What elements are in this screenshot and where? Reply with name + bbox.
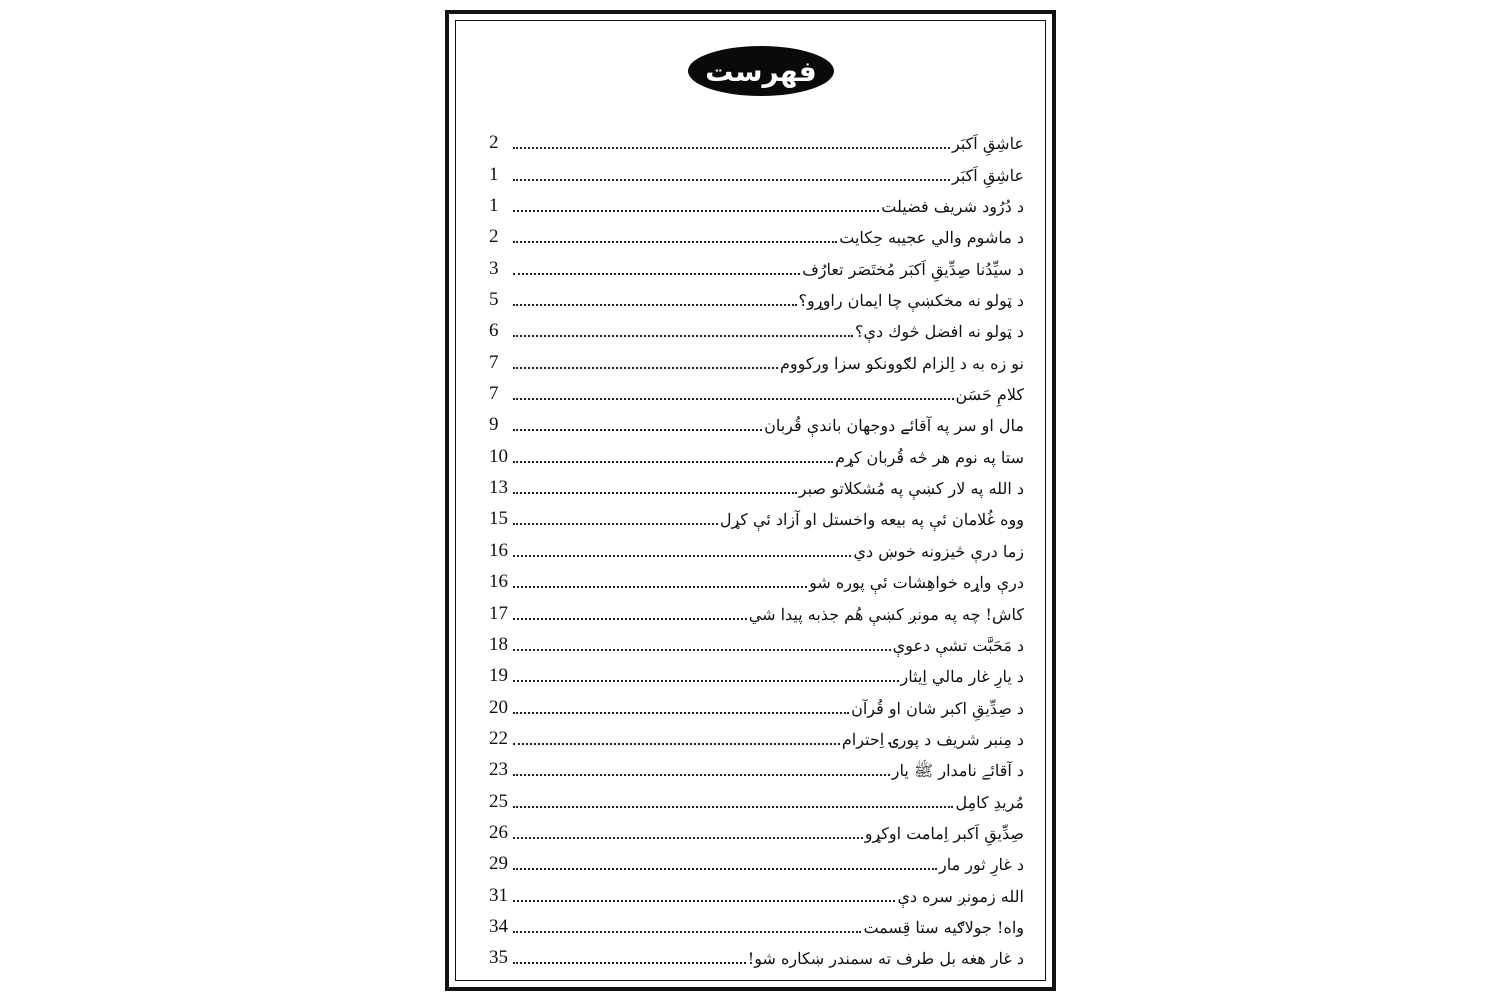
toc-entry[interactable]: [489, 908, 1024, 939]
toc-entry[interactable]: [489, 657, 1024, 688]
toc-entry[interactable]: [489, 249, 1024, 280]
toc-entry-title: د ټولو نه افضل څوك دې؟: [854, 322, 1024, 342]
table-of-contents: [489, 124, 1024, 970]
dot-leader: [513, 179, 950, 181]
toc-entry[interactable]: [489, 626, 1024, 657]
toc-entry[interactable]: [489, 814, 1024, 845]
toc-entry-title: د غارِ ثور مار: [939, 855, 1024, 875]
toc-entry-page-number: 16: [489, 571, 508, 593]
toc-entry-page-number: 23: [489, 759, 508, 781]
toc-entry[interactable]: [489, 751, 1024, 782]
toc-entry-page-number: 16: [489, 539, 508, 561]
dot-leader: [513, 273, 800, 275]
toc-entry[interactable]: [489, 531, 1024, 562]
toc-entry-title: د مَحَبَّت تشې دعوې: [892, 635, 1024, 655]
dot-leader: [513, 210, 879, 212]
toc-entry-page-number: 17: [489, 602, 508, 624]
dot-leader: [513, 241, 837, 243]
toc-entry-title: د غار هغه بل طرف ته سمندر ښکاره شو!: [747, 949, 1024, 969]
toc-entry[interactable]: [489, 312, 1024, 343]
toc-entry-title: کلامِ حَسَن: [955, 385, 1024, 405]
dot-leader: [513, 868, 937, 870]
dot-leader: [513, 743, 840, 745]
toc-entry-page-number: 15: [489, 508, 508, 530]
toc-entry-page-number: 20: [489, 696, 508, 718]
toc-entry-title: مُریدِ کامِل: [955, 792, 1024, 812]
toc-entry[interactable]: [489, 688, 1024, 719]
toc-entry-page-number: 26: [489, 821, 508, 843]
toc-entry-page-number: 5: [489, 289, 499, 311]
dot-leader: [513, 367, 778, 369]
toc-entry[interactable]: [489, 469, 1024, 500]
toc-entry-title: د صِدِّیقِ اکبر شان او قُرآن: [851, 698, 1024, 718]
toc-entry-title: عاشِقِ اَکبَر: [952, 134, 1024, 154]
toc-entry-title: زما درې څیزونه خوښ دي: [853, 541, 1024, 561]
dot-leader: [513, 429, 762, 431]
toc-entry-title: نو زه به د اِلزام لګوونکو سزا ورکووم: [780, 353, 1024, 373]
toc-entry[interactable]: [489, 343, 1024, 374]
dot-leader: [513, 586, 807, 588]
toc-entry-title: عاشِقِ اَکبَر: [952, 165, 1024, 185]
toc-entry-title: د مِنبر شریف د پورۍ اِحترام: [841, 729, 1024, 749]
dot-leader: [513, 523, 718, 525]
toc-entry-page-number: 7: [489, 351, 499, 373]
dot-leader: [513, 962, 746, 964]
toc-entry[interactable]: [489, 594, 1024, 625]
toc-entry-title: صِدِّیقِ اَکبر اِمامت اوکړو: [864, 823, 1024, 843]
dot-leader: [513, 900, 895, 902]
toc-entry-page-number: 1: [489, 195, 499, 217]
toc-entry-page-number: 9: [489, 414, 499, 436]
toc-entry-page-number: 2: [489, 132, 499, 154]
toc-entry[interactable]: [489, 782, 1024, 813]
toc-entry[interactable]: [489, 375, 1024, 406]
dot-leader: [513, 680, 899, 682]
toc-entry-page-number: 1: [489, 163, 499, 185]
toc-entry-title: د دُرُود شریف فضیلت: [881, 197, 1024, 217]
toc-entry-page-number: 18: [489, 633, 508, 655]
toc-entry[interactable]: [489, 218, 1024, 249]
toc-entry-page-number: 7: [489, 383, 499, 405]
toc-entry-title: ستا په نوم هر څه قُربان کړم: [835, 447, 1024, 467]
dot-leader: [513, 304, 797, 306]
dot-leader: [513, 492, 797, 494]
toc-entry[interactable]: [489, 406, 1024, 437]
toc-entry-title: د ماشوم والي عجیبه حِکایت: [839, 228, 1024, 248]
dot-leader: [513, 147, 950, 149]
toc-entry-page-number: 22: [489, 727, 508, 749]
toc-entry-title: واه! جولاګیه ستا قِسمت: [863, 917, 1024, 937]
toc-entry-page-number: 3: [489, 257, 499, 279]
dot-leader: [513, 712, 849, 714]
toc-entry-page-number: 29: [489, 853, 508, 875]
toc-entry[interactable]: [489, 437, 1024, 468]
toc-entry-page-number: 31: [489, 884, 508, 906]
dot-leader: [513, 837, 863, 839]
contents-heading-text: فهرست: [705, 54, 817, 88]
toc-entry[interactable]: [489, 281, 1024, 312]
toc-entry[interactable]: [489, 845, 1024, 876]
toc-entry[interactable]: [489, 500, 1024, 531]
dot-leader: [513, 618, 747, 620]
toc-entry-page-number: 34: [489, 915, 508, 937]
toc-entry-title: د سیِّدُنا صِدِّیقِ اَکبَر مُختَصَر تعارُف: [802, 259, 1024, 279]
dot-leader: [513, 335, 853, 337]
toc-entry-page-number: 13: [489, 477, 508, 499]
toc-entry-page-number: 2: [489, 226, 499, 248]
dot-leader: [513, 649, 891, 651]
toc-entry-page-number: 25: [489, 790, 508, 812]
dot-leader: [513, 806, 953, 808]
toc-entry[interactable]: [489, 563, 1024, 594]
toc-entry-page-number: 6: [489, 320, 499, 342]
toc-entry[interactable]: [489, 155, 1024, 186]
toc-entry[interactable]: [489, 876, 1024, 907]
toc-entry-title: کاش! چه په مونږ کښې هُم جذبه پیدا شي: [748, 604, 1024, 624]
contents-heading: [688, 46, 834, 96]
page-frame: [445, 10, 1056, 991]
toc-entry-title: د یارِ غار مالي اِیثار: [900, 667, 1024, 687]
dot-leader: [513, 931, 861, 933]
toc-entry-title: د آقائے نامدار ﷺ یار: [891, 761, 1024, 781]
toc-entry[interactable]: [489, 720, 1024, 751]
toc-entry-page-number: 35: [489, 947, 508, 969]
toc-entry-title: د الله په لار کښې په مُشکلاتو صبر: [798, 479, 1024, 499]
toc-entry[interactable]: [489, 939, 1024, 970]
toc-entry-title: د ټولو نه مخکښې چا ایمان راوړو؟: [798, 291, 1024, 311]
toc-entry[interactable]: [489, 124, 1024, 155]
dot-leader: [513, 398, 954, 400]
toc-entry-page-number: 19: [489, 665, 508, 687]
dot-leader: [513, 774, 890, 776]
toc-entry-title: مال او سر په آقائے دوجهان باندې قُربان: [764, 416, 1024, 436]
toc-entry[interactable]: [489, 187, 1024, 218]
toc-entry-title: الله زمونږ سره دې: [897, 886, 1024, 906]
dot-leader: [513, 461, 833, 463]
toc-entry-page-number: 10: [489, 445, 508, 467]
toc-entry-title: درې واړه خواهِشات ئې پوره شو: [809, 573, 1024, 593]
toc-entry-title: ووه غُلامان ئې په بیعه واخستل او آزاد ئې کړل: [719, 510, 1024, 530]
dot-leader: [513, 555, 851, 557]
